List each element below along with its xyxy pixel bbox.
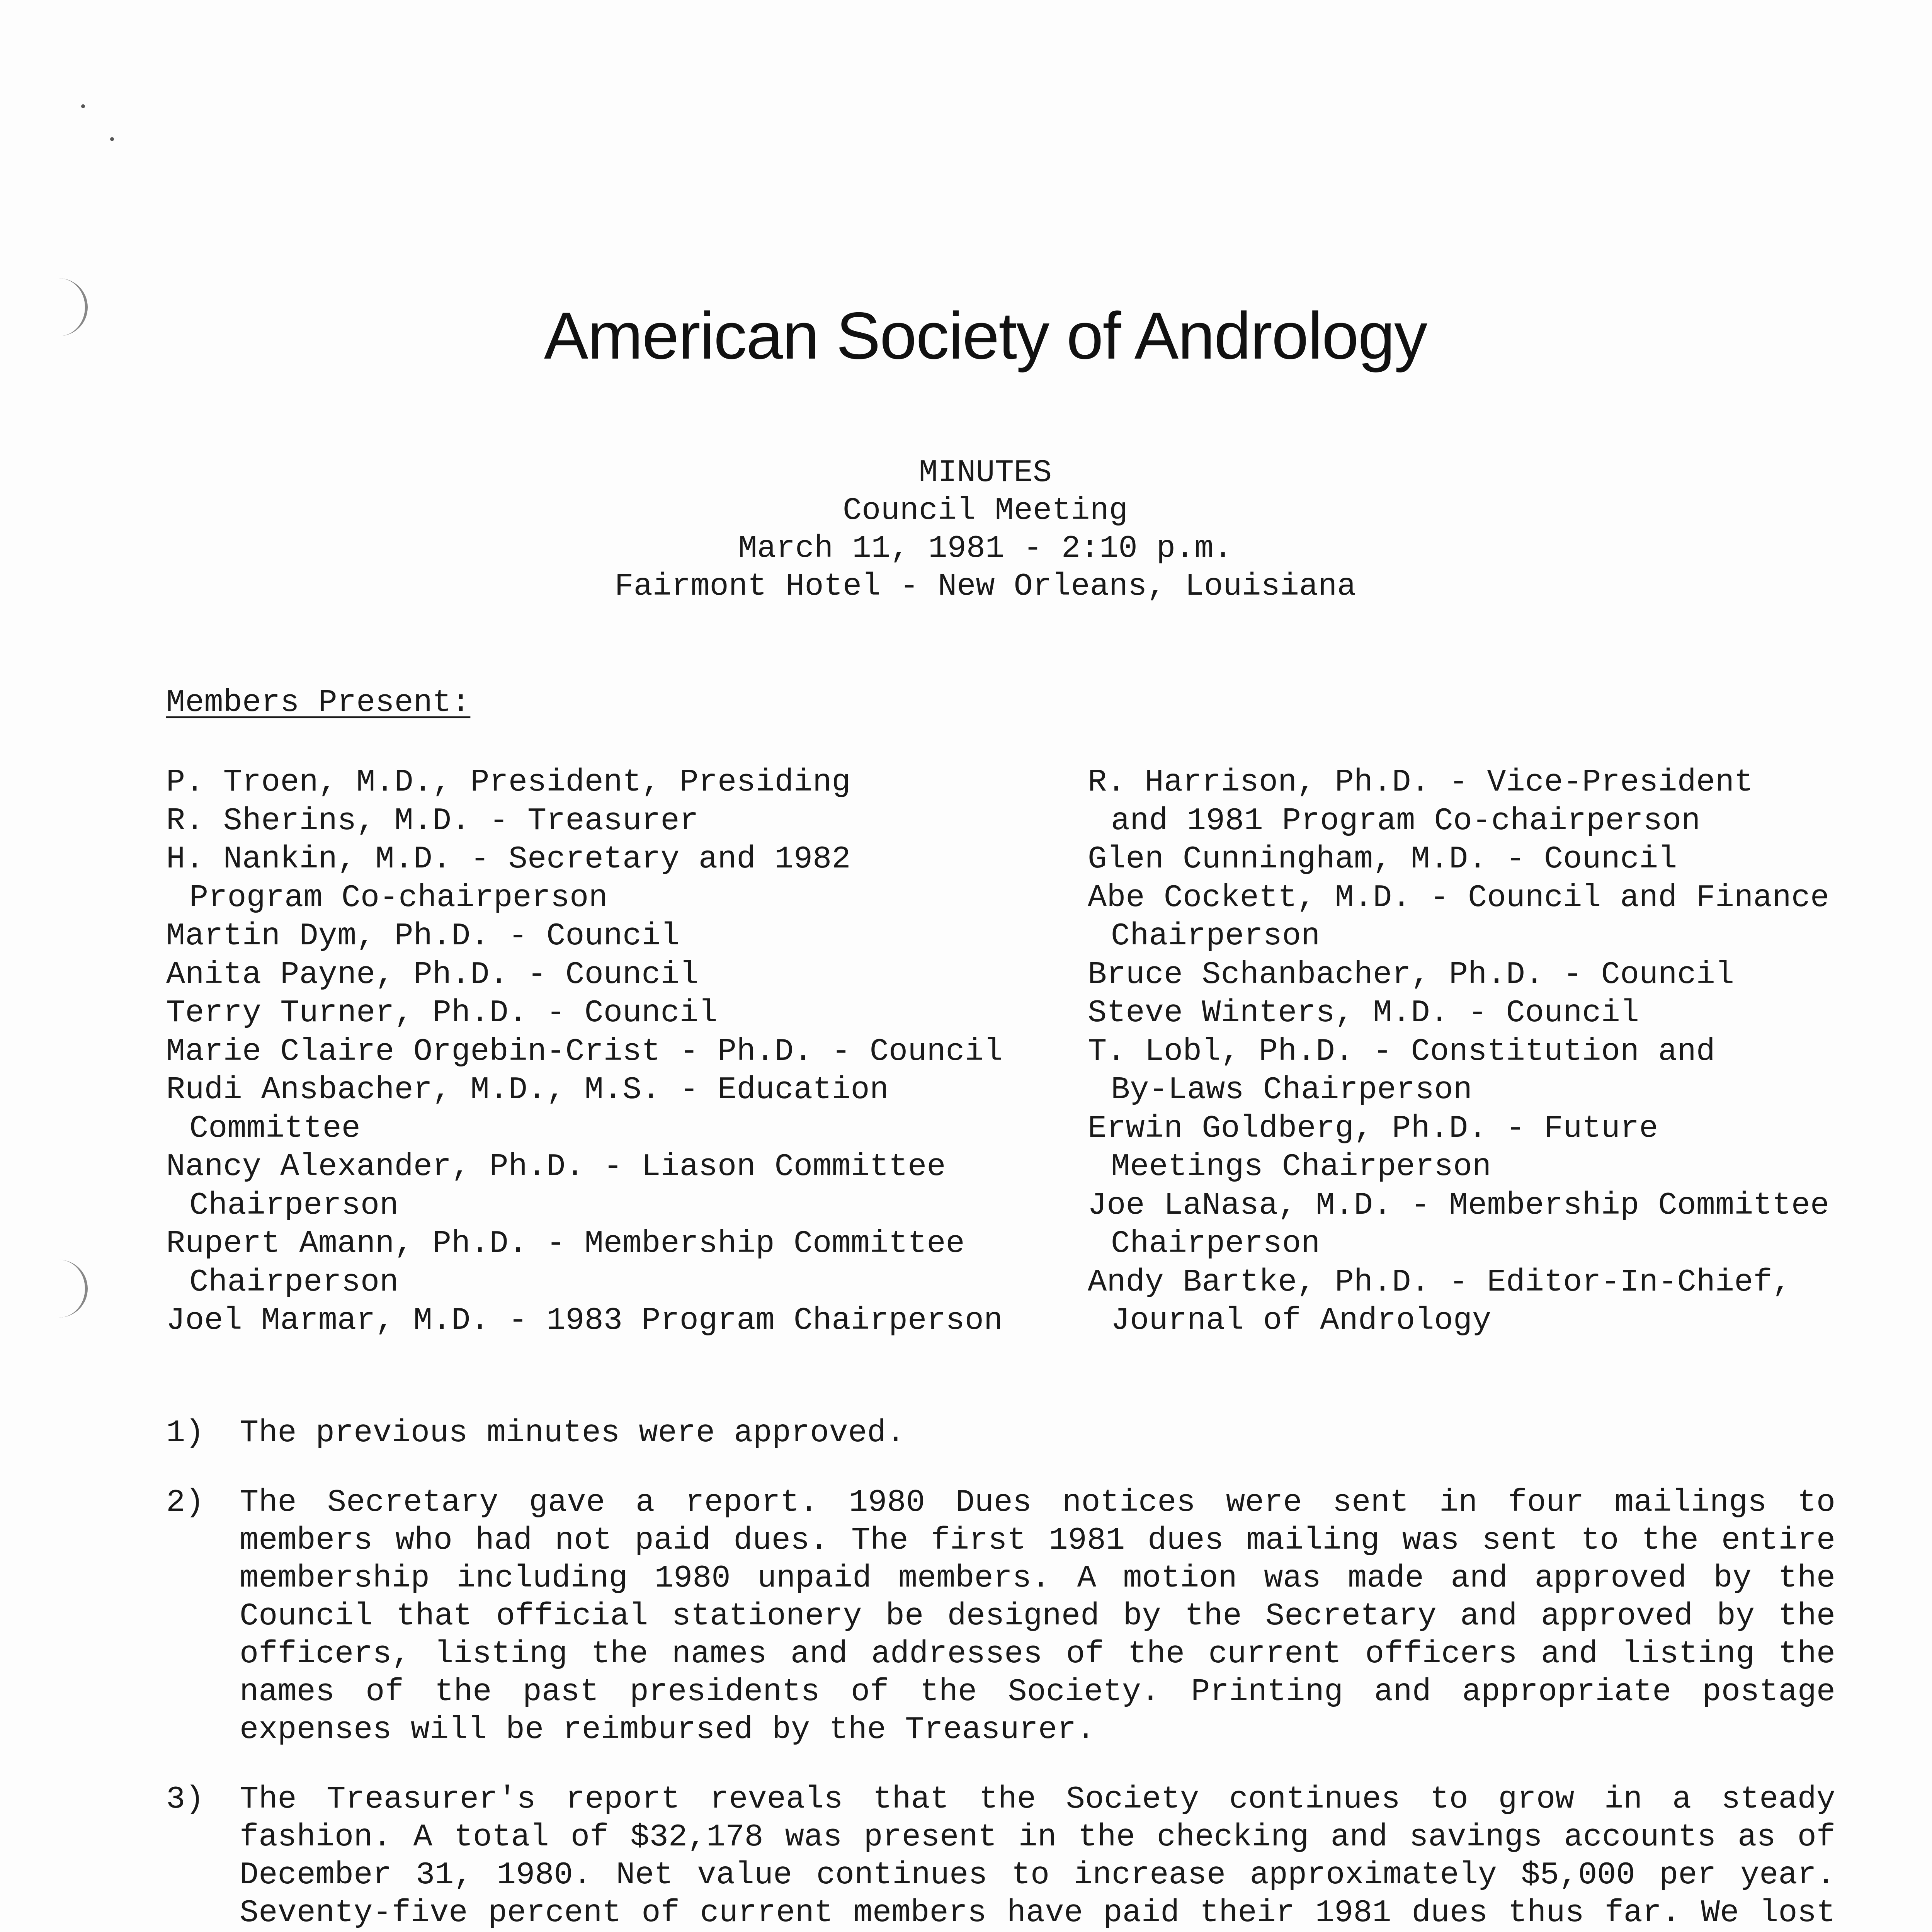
member-entry: Rupert Amann, Ph.D. - Membership Committee Chairperson — [166, 1226, 965, 1300]
heading-location: Fairmont Hotel - New Orleans, Louisiana — [614, 568, 1356, 604]
member-entry: Joel Marmar, M.D. - 1983 Program Chairperson — [166, 1303, 1003, 1338]
minutes-item — [166, 1781, 1835, 1932]
member-entry: Bruce Schanbacher, Ph.D. - Council — [1088, 956, 1735, 993]
member-entry: Rudi Ansbacher, M.D., M.S. - Education Committee — [166, 1072, 889, 1146]
item-number: 3) — [166, 1781, 204, 1817]
minutes-items — [166, 1414, 1835, 1932]
member-entry: Nancy Alexander, Ph.D. - Liason Committee Chairperson — [166, 1149, 946, 1223]
scan-speck — [81, 104, 85, 108]
member-entry: P. Troen, M.D., President, Presiding — [166, 764, 851, 800]
scan-speck — [110, 137, 114, 141]
member-entry: Terry Turner, Ph.D. - Council — [166, 995, 718, 1031]
members-right-column — [1088, 763, 1868, 1340]
member-entry: Abe Cockett, M.D. - Council and Finance Chairperson — [1088, 879, 1830, 954]
heading-meeting-type: Council Meeting — [842, 493, 1128, 529]
item-text: The Treasurer's report reveals that the Society continues to grow in a steady fashion. A total of $32,178 was present in the checking and savings accounts as of December 31, 1980. Net value continues to increase approximately $5,000 per year. Seventy-five percent of current members have paid their 1981 dues thus far. We lost — [240, 1781, 1835, 1931]
item-text: The previous minutes were approved. — [240, 1415, 905, 1451]
members-left-column — [166, 763, 1070, 1340]
letterhead-title: American Society of Andrology — [544, 299, 1427, 373]
member-entry: Erwin Goldberg, Ph.D. - Future Meetings Chairperson — [1088, 1110, 1658, 1185]
item-text: The Secretary gave a report. 1980 Dues notices were sent in four mailings to members who had not paid dues. The first 1981 dues mailing was sent to the entire membership including 1980 unpaid members. A motion was made and approved by the Council that official stationery be designed by the Secretary and approved by the officers, listing the names and addresses of the current officers and listing the names of the past presidents of the Society. Printing and appropriate postage expenses will be reimbursed by the Treasurer. — [240, 1485, 1835, 1748]
member-entry: Glen Cunningham, M.D. - Council — [1088, 841, 1677, 877]
member-entry: T. Lobl, Ph.D. - Constitution and By-Laws Chairperson — [1088, 1033, 1715, 1108]
item-number: 2) — [166, 1485, 204, 1520]
member-entry: Joe LaNasa, M.D. - Membership Committee Chairperson — [1088, 1187, 1830, 1262]
members-present-label: Members Present: — [166, 685, 471, 721]
member-entry: Marie Claire Orgebin-Crist - Ph.D. - Council — [166, 1033, 1003, 1070]
minutes-item — [166, 1414, 1835, 1452]
member-entry: H. Nankin, M.D. - Secretary and 1982 Program Co-chairperson — [166, 841, 851, 916]
item-number: 1) — [166, 1415, 204, 1451]
member-entry: Andy Bartke, Ph.D. - Editor-In-Chief, Journal of Andrology — [1088, 1264, 1791, 1338]
member-entry: R. Sherins, M.D. - Treasurer — [166, 803, 699, 839]
minutes-item — [166, 1484, 1835, 1749]
heading-date-time: March 11, 1981 - 2:10 p.m. — [738, 531, 1233, 566]
heading-minutes: MINUTES — [918, 455, 1052, 491]
member-entry: Martin Dym, Ph.D. - Council — [166, 918, 680, 954]
punch-hole-middle — [58, 1260, 88, 1318]
member-entry: R. Harrison, Ph.D. - Vice-President and 1981 Program Co-chairperson — [1088, 764, 1753, 839]
meeting-heading — [0, 454, 1932, 605]
member-entry: Steve Winters, M.D. - Council — [1088, 995, 1639, 1031]
member-entry: Anita Payne, Ph.D. - Council — [166, 956, 699, 993]
